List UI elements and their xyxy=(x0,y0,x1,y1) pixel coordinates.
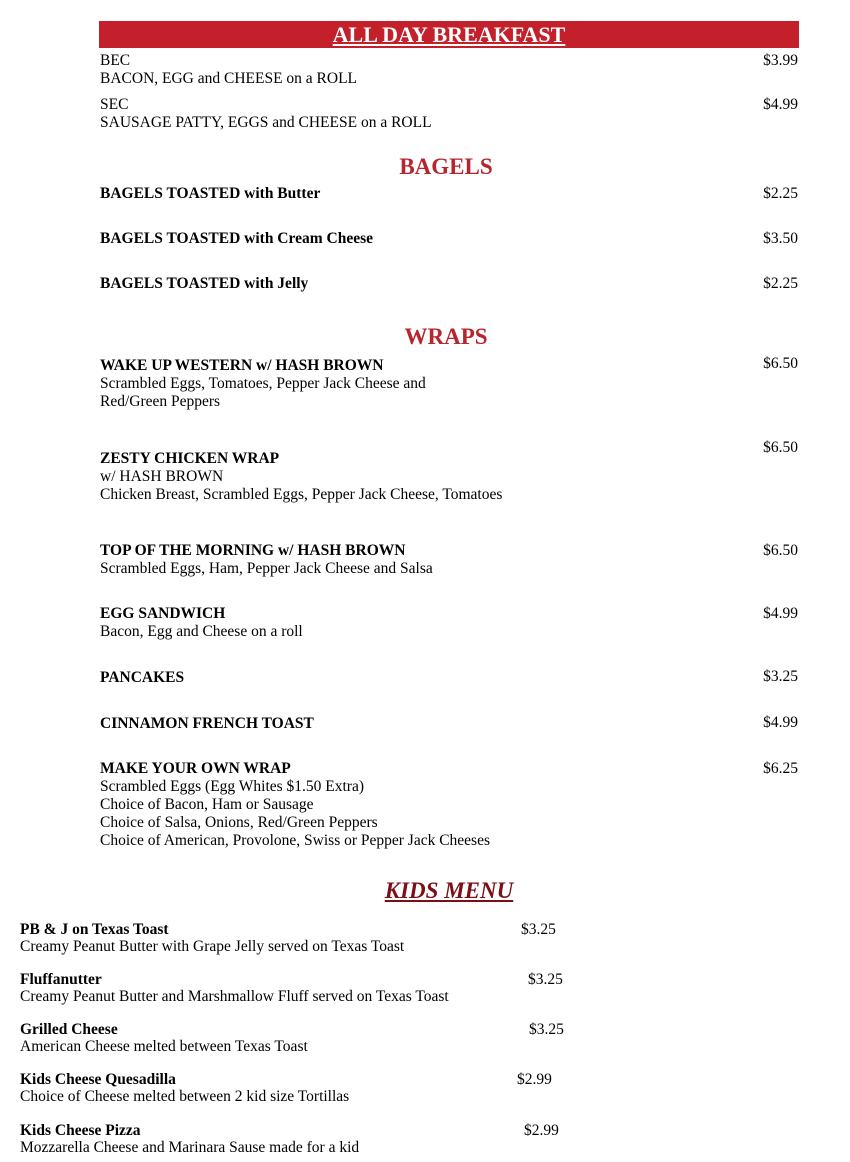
wrap-item-price: $6.25 xyxy=(763,760,798,777)
wrap-item-desc: Scrambled Eggs (Egg Whites $1.50 Extra) xyxy=(100,778,365,795)
kids-item-price: $2.99 xyxy=(524,1122,559,1139)
bagel-item-price: $2.25 xyxy=(763,275,798,292)
kids-item-price: $3.25 xyxy=(521,921,556,938)
breakfast-section-title: ALL DAY BREAKFAST xyxy=(99,21,799,48)
kids-item-desc: Choice of Cheese melted between 2 kid size Tortillas xyxy=(20,1088,350,1105)
wrap-item-desc: Choice of Bacon, Ham or Sausage xyxy=(100,796,314,813)
kids-item-price: $3.25 xyxy=(528,971,563,988)
kids-item-name: Kids Cheese Quesadilla xyxy=(20,1071,176,1088)
wrap-item-name: MAKE YOUR OWN WRAP xyxy=(100,760,291,777)
wrap-item-desc: w/ HASH BROWN xyxy=(100,468,224,485)
wrap-item-desc: Scrambled Eggs, Tomatoes, Pepper Jack Cheese and xyxy=(100,375,426,392)
wrap-item-name: PANCAKES xyxy=(100,669,185,686)
wrap-item-desc: Scrambled Eggs, Ham, Pepper Jack Cheese and Salsa xyxy=(100,560,433,577)
wrap-item-name: WAKE UP WESTERN w/ HASH BROWN xyxy=(100,357,384,374)
breakfast-item-desc: BACON, EGG and CHEESE on a ROLL xyxy=(100,70,358,87)
wrap-item-price: $3.25 xyxy=(763,668,798,685)
breakfast-item-desc: SAUSAGE PATTY, EGGS and CHEESE on a ROLL xyxy=(100,114,432,131)
wrap-item-desc: Choice of American, Provolone, Swiss or Pepper Jack Cheeses xyxy=(100,832,491,849)
kids-item-desc: American Cheese melted between Texas Toast xyxy=(20,1038,308,1055)
kids-item-desc: Creamy Peanut Butter with Grape Jelly served on Texas Toast xyxy=(20,938,405,955)
breakfast-item-price: $4.99 xyxy=(763,96,798,113)
bagels-section-title: BAGELS xyxy=(399,154,493,179)
wrap-item-name: TOP OF THE MORNING w/ HASH BROWN xyxy=(100,542,406,559)
wrap-item-name: EGG SANDWICH xyxy=(100,605,226,622)
wrap-item-desc: Red/Green Peppers xyxy=(100,393,221,410)
wrap-item-desc: Choice of Salsa, Onions, Red/Green Peppers xyxy=(100,814,378,831)
bagel-item-name: BAGELS TOASTED with Jelly xyxy=(100,275,309,292)
kids-item-name: Grilled Cheese xyxy=(20,1021,118,1038)
kids-item-name: PB & J on Texas Toast xyxy=(20,921,169,938)
wrap-item-name: CINNAMON FRENCH TOAST xyxy=(100,715,314,732)
kids-item-price: $3.25 xyxy=(529,1021,564,1038)
wraps-section-title: WRAPS xyxy=(404,324,488,349)
breakfast-item-price: $3.99 xyxy=(763,52,798,69)
bagel-item-name: BAGELS TOASTED with Butter xyxy=(100,185,321,202)
kids-section-title: KIDS MENU xyxy=(384,878,514,903)
bagel-item-name: BAGELS TOASTED with Cream Cheese xyxy=(100,230,374,247)
wrap-item-price: $6.50 xyxy=(763,439,798,456)
breakfast-item-name: SEC xyxy=(100,96,129,113)
wrap-item-price: $4.99 xyxy=(763,714,798,731)
wrap-item-desc: Chicken Breast, Scrambled Eggs, Pepper Jack Cheese, Tomatoes xyxy=(100,486,503,503)
bagel-item-price: $3.50 xyxy=(763,230,798,247)
wrap-item-price: $4.99 xyxy=(763,605,798,622)
kids-item-price: $2.99 xyxy=(517,1071,552,1088)
wrap-item-price: $6.50 xyxy=(763,542,798,559)
kids-item-desc: Mozzarella Cheese and Marinara Sause made for a kid xyxy=(20,1139,360,1156)
bagel-item-price: $2.25 xyxy=(763,185,798,202)
wrap-item-desc: Bacon, Egg and Cheese on a roll xyxy=(100,623,303,640)
kids-item-name: Fluffanutter xyxy=(20,971,102,988)
wrap-item-price: $6.50 xyxy=(763,355,798,372)
wrap-item-name: ZESTY CHICKEN WRAP xyxy=(100,450,280,467)
breakfast-item-name: BEC xyxy=(100,52,131,69)
kids-item-desc: Creamy Peanut Butter and Marshmallow Fluff served on Texas Toast xyxy=(20,988,449,1005)
kids-item-name: Kids Cheese Pizza xyxy=(20,1122,141,1139)
